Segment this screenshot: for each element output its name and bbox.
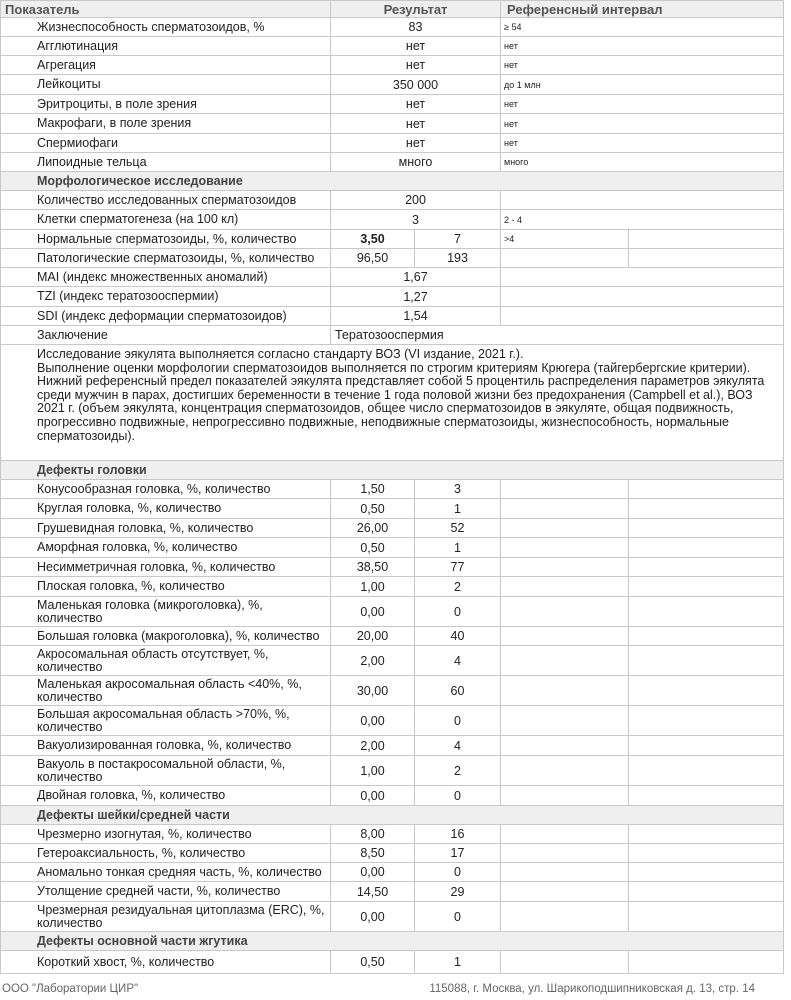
empty-cell <box>629 825 784 844</box>
empty-cell <box>629 538 784 558</box>
table-row <box>1 56 784 75</box>
row-value: 1,27 <box>331 287 501 307</box>
table-row <box>1 786 784 806</box>
row-percent: 0,00 <box>331 863 415 882</box>
empty-cell <box>629 577 784 597</box>
table-row <box>1 75 784 95</box>
methodology-note <box>1 345 784 461</box>
row-label: Маленькая акросомальная область <40%, %, количество <box>1 676 331 706</box>
row-count: 1 <box>415 538 501 558</box>
empty-cell <box>501 756 629 786</box>
row-reference: нет <box>501 95 784 114</box>
section-head-defects <box>1 461 784 480</box>
row-percent: 20,00 <box>331 627 415 646</box>
conclusion-value: Тератозооспермия <box>331 326 784 345</box>
row-value: 1,54 <box>331 307 501 326</box>
row-percent: 0,00 <box>331 706 415 736</box>
row-count: 0 <box>415 902 501 932</box>
row-label: Лейкоциты <box>1 75 331 95</box>
row-label: Конусообразная головка, %, количество <box>1 480 331 499</box>
empty-cell <box>629 863 784 882</box>
table-header <box>1 1 784 18</box>
row-percent: 0,00 <box>331 902 415 932</box>
table-row <box>1 499 784 519</box>
empty-cell <box>501 844 629 863</box>
row-percent: 0,00 <box>331 786 415 806</box>
table-row <box>1 153 784 172</box>
empty-cell <box>629 676 784 706</box>
table-row <box>1 676 784 706</box>
empty-cell <box>629 882 784 902</box>
empty-cell <box>629 786 784 806</box>
row-value: нет <box>331 95 501 114</box>
table-row <box>1 627 784 646</box>
row-count: 16 <box>415 825 501 844</box>
row-percent: 0,50 <box>331 951 415 974</box>
row-count: 4 <box>415 736 501 756</box>
empty-cell <box>501 736 629 756</box>
row-count: 29 <box>415 882 501 902</box>
row-label: Двойная головка, %, количество <box>1 786 331 806</box>
table-row <box>1 577 784 597</box>
row-count: 0 <box>415 706 501 736</box>
empty-cell <box>501 646 629 676</box>
row-count: 1 <box>415 499 501 519</box>
table-row <box>1 268 784 287</box>
row-reference: до 1 млн <box>501 75 784 95</box>
row-label: Патологические сперматозоиды, %, количество <box>1 249 331 268</box>
row-label: Маленькая головка (микроголовка), %, количество <box>1 597 331 627</box>
table-row <box>1 538 784 558</box>
table-row <box>1 37 784 56</box>
row-label: Клетки сперматогенеза (на 100 кл) <box>1 210 331 230</box>
row-count: 7 <box>415 230 501 249</box>
row-label: Макрофаги, в поле зрения <box>1 114 331 134</box>
empty-cell <box>501 676 629 706</box>
table-row <box>1 825 784 844</box>
table-row <box>1 114 784 134</box>
row-count: 4 <box>415 646 501 676</box>
row-value: нет <box>331 56 501 75</box>
row-reference <box>501 307 784 326</box>
row-label: Жизнеспособность сперматозоидов, % <box>1 18 331 37</box>
empty-cell <box>629 627 784 646</box>
empty-cell <box>501 480 629 499</box>
table-row <box>1 736 784 756</box>
empty-cell <box>629 736 784 756</box>
row-reference: много <box>501 153 784 172</box>
row-label: Акросомальная область отсутствует, %, количество <box>1 646 331 676</box>
empty-cell <box>501 951 629 974</box>
empty-cell <box>501 786 629 806</box>
tail-defects-rows <box>1 951 784 974</box>
row-count: 3 <box>415 480 501 499</box>
empty-cell <box>629 646 784 676</box>
row-count: 17 <box>415 844 501 863</box>
row-reference: нет <box>501 56 784 75</box>
table-row <box>1 210 784 230</box>
row-label: Гетероаксиальность, %, количество <box>1 844 331 863</box>
row-count: 0 <box>415 863 501 882</box>
table-row <box>1 95 784 114</box>
row-value: 3 <box>331 210 501 230</box>
row-percent: 1,50 <box>331 480 415 499</box>
section-morphology <box>1 172 784 191</box>
table-row <box>1 863 784 882</box>
row-value: 1,67 <box>331 268 501 287</box>
section-title: Морфологическое исследование <box>1 172 784 191</box>
row-percent: 26,00 <box>331 519 415 538</box>
row-label: MAI (индекс множественных аномалий) <box>1 268 331 287</box>
row-value: нет <box>331 37 501 56</box>
row-label: Количество исследованных сперматозоидов <box>1 191 331 210</box>
row-label: Короткий хвост, %, количество <box>1 951 331 974</box>
row-percent: 0,00 <box>331 597 415 627</box>
empty-cell <box>501 863 629 882</box>
empty-cell <box>501 538 629 558</box>
row-label: SDI (индекс деформации сперматозоидов) <box>1 307 331 326</box>
row-count: 2 <box>415 577 501 597</box>
row-reference: 2 - 4 <box>501 210 784 230</box>
methodology-note-text: Исследование эякулята выполняется согласно стандарту ВОЗ (VI издание, 2021 г.). Выполнение оценки морфологии сперматозоидов выполняется по строгим критериям Крюгера (тайгербергские критерии). Нижний референсный предел показателей эякулята представляет собой 5 процентиль распределения параметров эякулята среди мужчин в парах, достигших беременности в течение 1 года половой жизни без предохранения (Campbell et al.), ВОЗ 2021 г. (объем эякулята, концентрация сперматозоидов, общее число сперматозоидов в эякуляте, общая подвижность, прогрессивно подвижные, непрогрессивно подвижные, неподвижные сперматозоиды, жизнеспособность, нормальные сперматозоиды). <box>37 347 765 443</box>
row-reference: >4 <box>501 230 629 249</box>
empty-cell <box>501 597 629 627</box>
row-count: 0 <box>415 597 501 627</box>
row-count: 77 <box>415 558 501 577</box>
empty-cell <box>629 558 784 577</box>
empty-cell <box>501 577 629 597</box>
section-title: Дефекты шейки/средней части <box>1 806 784 825</box>
row-count: 52 <box>415 519 501 538</box>
table-row <box>1 756 784 786</box>
empty-cell <box>629 844 784 863</box>
section-title: Дефекты головки <box>1 461 784 480</box>
table-row <box>1 646 784 676</box>
table-row <box>1 844 784 863</box>
row-label: Эритроциты, в поле зрения <box>1 95 331 114</box>
row-percent: 8,00 <box>331 825 415 844</box>
row-value: много <box>331 153 501 172</box>
row-value: нет <box>331 134 501 153</box>
section-title: Дефекты основной части жгутика <box>1 932 784 951</box>
table-row <box>1 249 784 268</box>
header-indicator: Показатель <box>1 1 331 18</box>
row-reference <box>501 191 784 210</box>
row-label: Чрезмерная резидуальная цитоплазма (ERC), %, количество <box>1 902 331 932</box>
table-row <box>1 558 784 577</box>
row-percent: 3,50 <box>331 230 415 249</box>
row-value: 83 <box>331 18 501 37</box>
row-label: Агглютинация <box>1 37 331 56</box>
empty-cell <box>629 597 784 627</box>
row-label: Вакуоль в постакросомальной области, %, количество <box>1 756 331 786</box>
row-label: Аморфная головка, %, количество <box>1 538 331 558</box>
empty-cell <box>629 756 784 786</box>
table-row <box>1 480 784 499</box>
row-percent: 96,50 <box>331 249 415 268</box>
conclusion-row <box>1 326 784 345</box>
header-result: Результат <box>331 1 501 18</box>
empty-cell <box>629 519 784 538</box>
row-label: Агрегация <box>1 56 331 75</box>
table-row <box>1 519 784 538</box>
row-label: Большая головка (макроголовка), %, количество <box>1 627 331 646</box>
row-count: 1 <box>415 951 501 974</box>
empty-cell <box>629 230 784 249</box>
row-percent: 1,00 <box>331 577 415 597</box>
row-percent: 14,50 <box>331 882 415 902</box>
empty-cell <box>501 902 629 932</box>
head-defects-rows <box>1 480 784 806</box>
empty-cell <box>501 882 629 902</box>
row-count: 2 <box>415 756 501 786</box>
row-label: Большая акросомальная область >70%, %, количество <box>1 706 331 736</box>
row-count: 40 <box>415 627 501 646</box>
table-row <box>1 191 784 210</box>
row-label: Вакуолизированная головка, %, количество <box>1 736 331 756</box>
row-value: 350 000 <box>331 75 501 95</box>
row-count: 193 <box>415 249 501 268</box>
row-reference: нет <box>501 37 784 56</box>
row-count: 0 <box>415 786 501 806</box>
table-row <box>1 597 784 627</box>
conclusion-label: Заключение <box>1 326 331 345</box>
neck-defects-rows <box>1 825 784 932</box>
row-label: TZI (индекс тератозооспермии) <box>1 287 331 307</box>
footer-address: 115088, г. Москва, ул. Шарикоподшипниковская д. 13, стр. 14 <box>429 983 755 995</box>
footer <box>0 983 783 1000</box>
table-row <box>1 951 784 974</box>
empty-cell <box>501 499 629 519</box>
empty-cell <box>629 249 784 268</box>
footer-organization: ООО "Лаборатории ЦИР" <box>2 983 139 995</box>
row-percent: 38,50 <box>331 558 415 577</box>
table-row <box>1 230 784 249</box>
row-reference <box>501 249 629 268</box>
row-percent: 1,00 <box>331 756 415 786</box>
methodology-note-row <box>1 345 784 461</box>
empty-cell <box>501 825 629 844</box>
row-label: Чрезмерно изогнутая, %, количество <box>1 825 331 844</box>
row-label: Несимметричная головка, %, количество <box>1 558 331 577</box>
row-label: Плоская головка, %, количество <box>1 577 331 597</box>
empty-cell <box>501 706 629 736</box>
row-value: нет <box>331 114 501 134</box>
table-row <box>1 307 784 326</box>
row-label: Липоидные тельца <box>1 153 331 172</box>
empty-cell <box>629 951 784 974</box>
row-label: Грушевидная головка, %, количество <box>1 519 331 538</box>
table-row <box>1 882 784 902</box>
row-label: Аномально тонкая средняя часть, %, количество <box>1 863 331 882</box>
empty-cell <box>501 519 629 538</box>
row-percent: 0,50 <box>331 499 415 519</box>
row-reference: нет <box>501 134 784 153</box>
row-reference <box>501 268 784 287</box>
empty-cell <box>629 902 784 932</box>
row-value: 200 <box>331 191 501 210</box>
table-row <box>1 134 784 153</box>
table-row <box>1 902 784 932</box>
row-reference: нет <box>501 114 784 134</box>
row-percent: 2,00 <box>331 736 415 756</box>
row-percent: 8,50 <box>331 844 415 863</box>
section-tail-defects <box>1 932 784 951</box>
row-label: Круглая головка, %, количество <box>1 499 331 519</box>
table-row <box>1 706 784 736</box>
empty-cell <box>629 480 784 499</box>
row-reference <box>501 287 784 307</box>
empty-cell <box>501 627 629 646</box>
row-percent: 0,50 <box>331 538 415 558</box>
table-row <box>1 18 784 37</box>
row-label: Нормальные сперматозоиды, %, количество <box>1 230 331 249</box>
row-label: Утолщение средней части, %, количество <box>1 882 331 902</box>
row-percent: 30,00 <box>331 676 415 706</box>
empty-cell <box>629 499 784 519</box>
row-reference: ≥ 54 <box>501 18 784 37</box>
row-count: 60 <box>415 676 501 706</box>
empty-cell <box>629 706 784 736</box>
section-neck-defects <box>1 806 784 825</box>
header-reference: Референсный интервал <box>501 1 784 18</box>
empty-cell <box>501 558 629 577</box>
row-percent: 2,00 <box>331 646 415 676</box>
table-row <box>1 287 784 307</box>
row-label: Спермиофаги <box>1 134 331 153</box>
